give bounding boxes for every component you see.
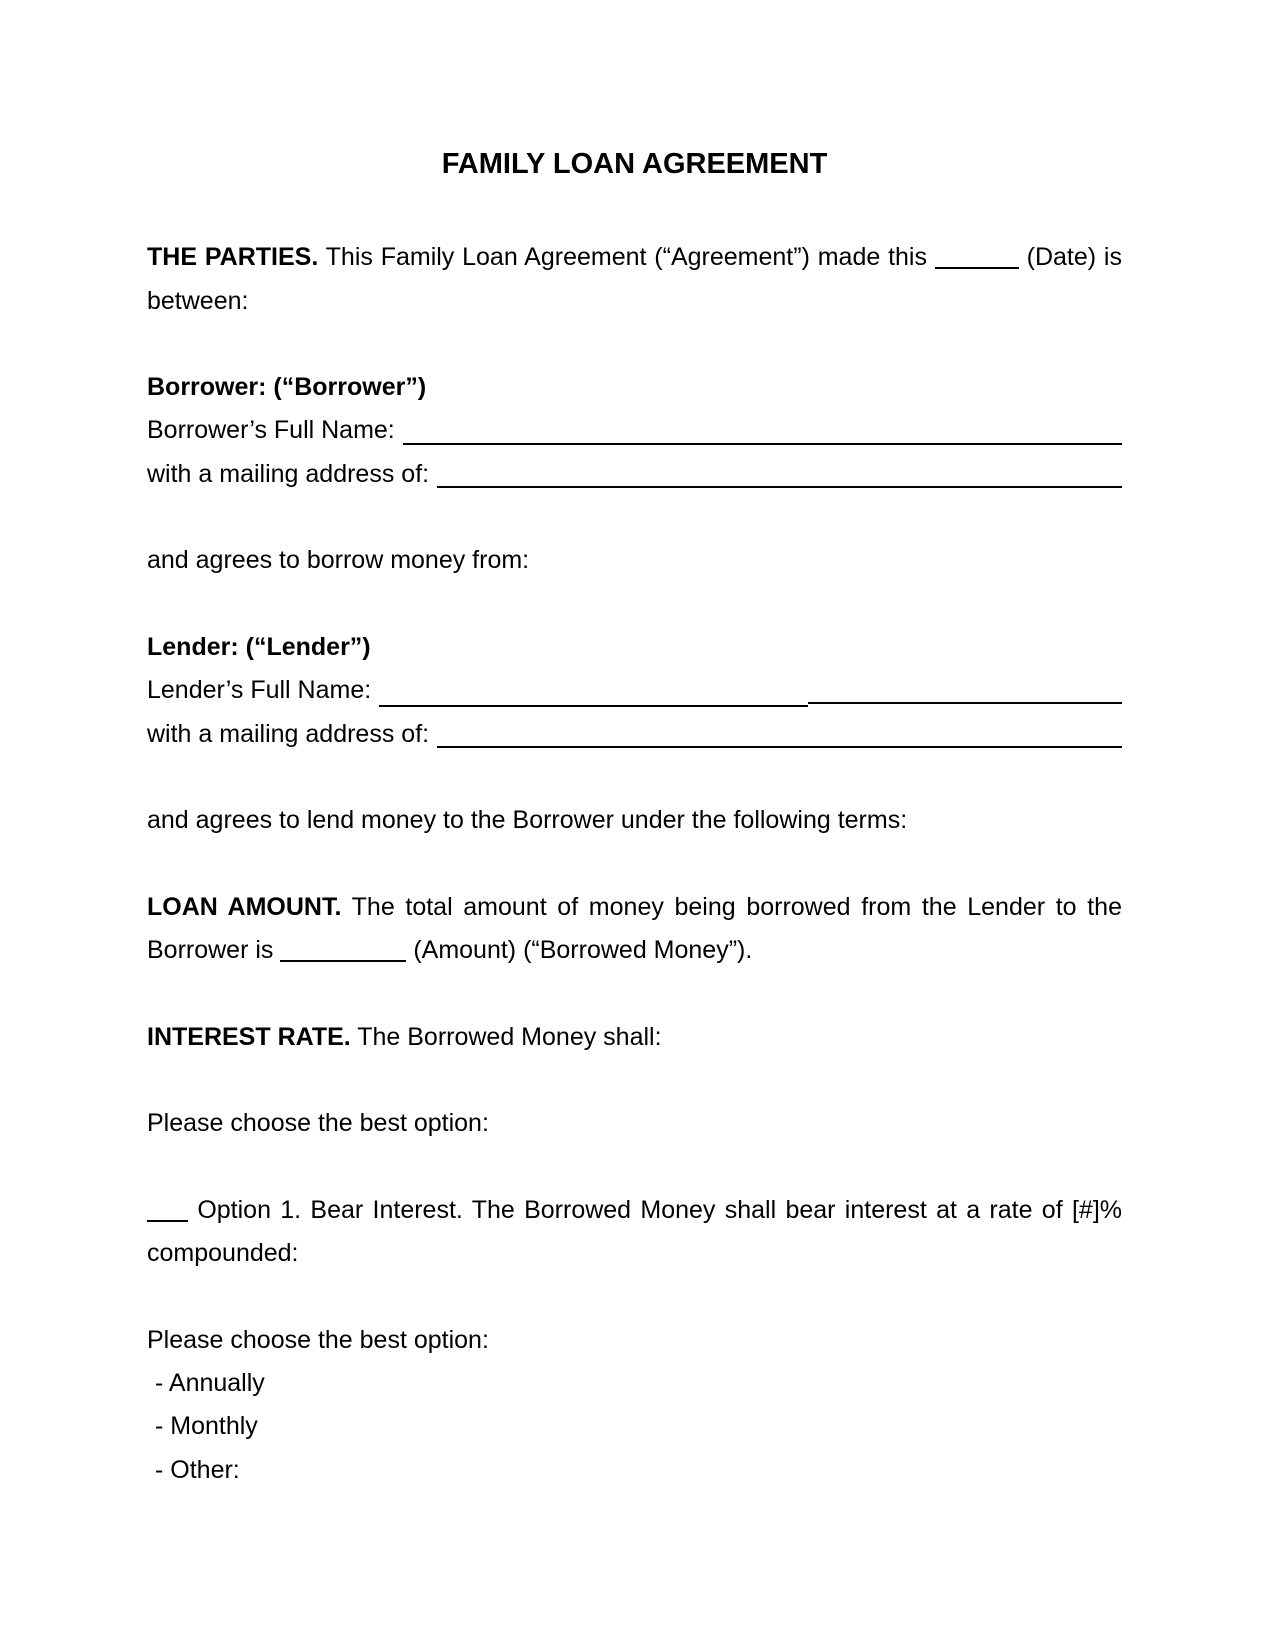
choose-prompt-line-1	[147, 1102, 1122, 1145]
date-blank-field[interactable]	[935, 267, 1019, 269]
choose-option-prompt-1	[147, 1102, 1122, 1145]
parties-between-text: between:	[147, 286, 249, 315]
lender-transition-paragraph	[147, 799, 1122, 842]
parties-heading: THE PARTIES.	[147, 243, 319, 272]
parties-intro-suffix: (Date) is	[1026, 243, 1122, 272]
borrower-name-line	[147, 409, 1122, 452]
option-1-paragraph	[147, 1189, 1122, 1276]
borrower-heading-line	[147, 366, 1122, 409]
loan-amount-line-1	[147, 886, 1122, 929]
parties-paragraph	[147, 236, 1122, 323]
frequency-option-monthly-label: - Monthly	[155, 1412, 258, 1441]
parties-line-2	[147, 280, 1122, 323]
interest-rate-line	[147, 1016, 1122, 1059]
lender-section	[147, 626, 1122, 756]
lender-heading-line	[147, 626, 1122, 669]
choose-prompt-text-1: Please choose the best option:	[147, 1109, 489, 1138]
page-title: FAMILY LOAN AGREEMENT	[441, 148, 828, 180]
lender-address-field[interactable]	[437, 713, 1122, 748]
borrower-transition-text: and agrees to borrow money from:	[147, 546, 530, 575]
loan-amount-line-2	[147, 929, 1122, 972]
frequency-option-annually	[147, 1362, 1122, 1405]
option-1-checkbox-blank[interactable]	[147, 1220, 188, 1222]
borrower-section	[147, 366, 1122, 496]
frequency-option-other-label: - Other:	[155, 1455, 240, 1484]
borrower-transition-line	[147, 539, 1122, 582]
option-1-text: Option 1. Bear Interest. The Borrowed Money shall bear interest at a rate of [#]%	[197, 1195, 1122, 1224]
interest-rate-paragraph	[147, 1016, 1122, 1059]
option-1-line-1	[147, 1189, 1122, 1232]
lender-transition-text: and agrees to lend money to the Borrower under the following terms:	[147, 806, 908, 835]
loan-amount-paragraph	[147, 886, 1122, 973]
lender-address-label: with a mailing address of:	[147, 719, 430, 748]
lender-heading: Lender: (“Lender”)	[147, 632, 371, 661]
loan-amount-suffix: (Amount) (“Borrowed Money”).	[413, 936, 753, 965]
frequency-option-annually-label: - Annually	[155, 1369, 265, 1398]
loan-amount-heading: LOAN AMOUNT.	[147, 892, 342, 921]
borrower-transition-paragraph	[147, 539, 1122, 582]
lender-name-label: Lender’s Full Name:	[147, 676, 372, 705]
choose-prompt-line-2	[147, 1319, 1122, 1362]
frequency-option-monthly	[147, 1405, 1122, 1448]
parties-line-1	[147, 236, 1122, 279]
lender-name-line	[147, 669, 1122, 712]
borrower-address-label: with a mailing address of:	[147, 459, 430, 488]
lender-transition-line	[147, 799, 1122, 842]
loan-amount-text: The total amount of money being borrowed from the Lender to the	[351, 892, 1122, 921]
compound-frequency-options	[147, 1319, 1122, 1492]
loan-amount-prefix: Borrower is	[147, 936, 274, 965]
option-1-compounded-text: compounded:	[147, 1239, 299, 1268]
borrower-name-field[interactable]	[403, 409, 1122, 444]
borrower-name-label: Borrower’s Full Name:	[147, 416, 395, 445]
lender-name-field-extension[interactable]	[808, 669, 1122, 703]
parties-intro-text: This Family Loan Agreement (“Agreement”) made this	[325, 243, 927, 272]
option-1-line-2	[147, 1232, 1122, 1275]
lender-name-field[interactable]	[379, 669, 808, 706]
choose-prompt-text-2: Please choose the best option:	[147, 1325, 489, 1354]
amount-blank-field[interactable]	[280, 960, 406, 962]
frequency-option-other	[147, 1449, 1122, 1492]
lender-address-line	[147, 713, 1122, 756]
interest-rate-heading: INTEREST RATE.	[147, 1022, 351, 1051]
borrower-address-line	[147, 453, 1122, 496]
interest-rate-text: The Borrowed Money shall:	[357, 1022, 662, 1051]
borrower-address-field[interactable]	[437, 453, 1122, 488]
borrower-heading: Borrower: (“Borrower”)	[147, 373, 427, 402]
